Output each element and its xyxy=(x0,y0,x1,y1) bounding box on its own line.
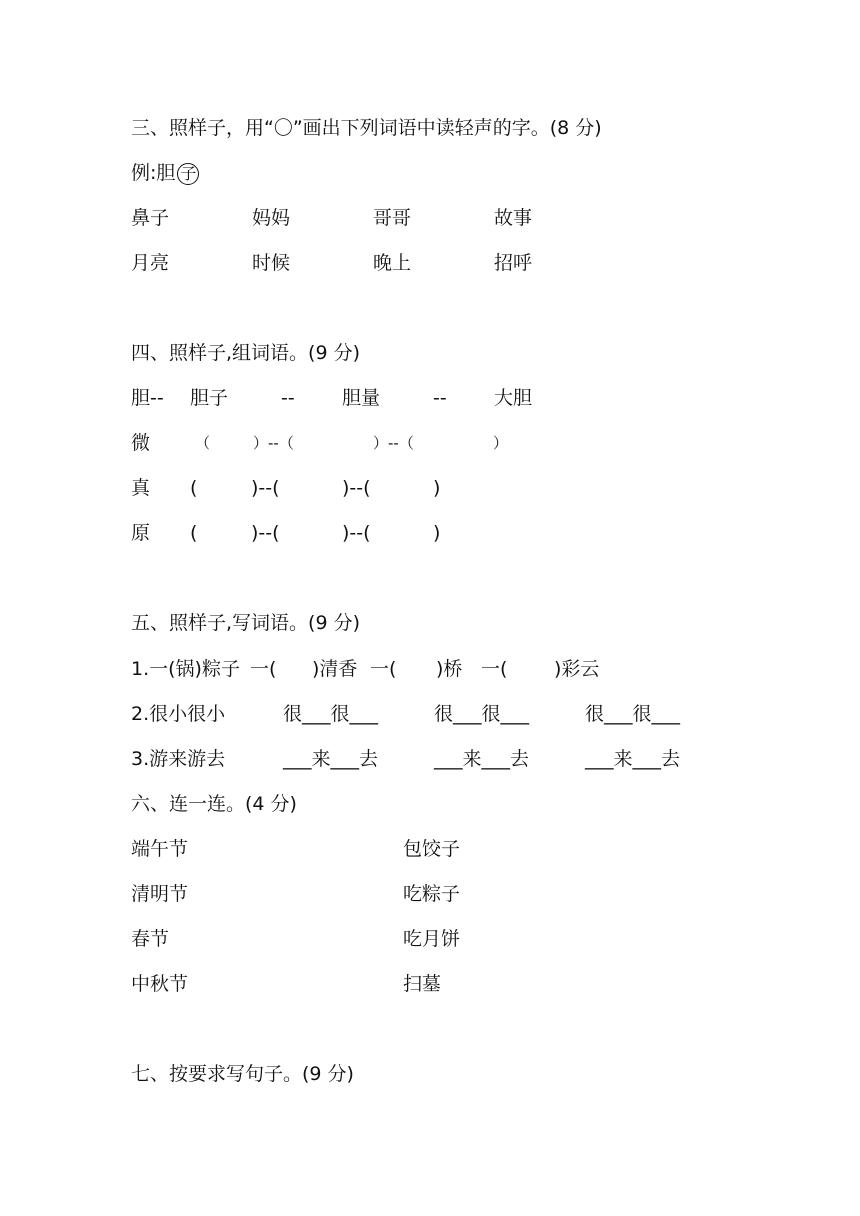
base-char: 真 xyxy=(131,477,151,499)
circled-character: 子 xyxy=(177,163,199,185)
dash: -- xyxy=(281,387,295,409)
section5-line-1 xyxy=(0,657,860,681)
section5-line-2 xyxy=(0,702,860,726)
phrase: ___来___去 xyxy=(585,748,681,770)
word: 时候 xyxy=(252,252,291,274)
custom: 包饺子 xyxy=(403,838,461,860)
paren: )--( xyxy=(342,522,371,544)
example-word: 大胆 xyxy=(494,387,533,409)
festival: 清明节 xyxy=(131,883,189,905)
section4-row-yuan xyxy=(0,521,860,545)
phrase: 很___很___ xyxy=(283,703,379,725)
paren: ( xyxy=(190,477,198,499)
phrase: )清香 xyxy=(312,658,358,680)
word: 妈妈 xyxy=(252,207,291,229)
section4-row-zhen xyxy=(0,476,860,500)
phrase: 很___很___ xyxy=(585,703,681,725)
section6-row-1 xyxy=(0,837,860,861)
phrase: ___来___去 xyxy=(283,748,379,770)
festival: 端午节 xyxy=(131,838,189,860)
word: 晚上 xyxy=(373,252,412,274)
dash: -- xyxy=(433,387,447,409)
phrase: )彩云 xyxy=(554,658,600,680)
section6-row-2 xyxy=(0,882,860,906)
custom: 扫墓 xyxy=(403,973,442,995)
section4-example-row xyxy=(0,386,860,410)
section6-row-3 xyxy=(0,927,860,951)
phrase: 一( xyxy=(250,658,277,680)
paren: ）--（ xyxy=(373,434,414,452)
section3-row-2 xyxy=(0,251,860,275)
section6-row-4 xyxy=(0,972,860,996)
paren: ) xyxy=(433,522,441,544)
example-word: 胆量 xyxy=(342,387,381,409)
phrase: 一( xyxy=(370,658,397,680)
festival: 春节 xyxy=(131,928,170,950)
section4-title: 四、照样子,组词语。(9 分) xyxy=(131,342,360,364)
paren: ( xyxy=(190,522,198,544)
section5-title: 五、照样子,写词语。(9 分) xyxy=(131,612,360,634)
section3-example-label: 例:胆 xyxy=(131,162,176,184)
paren: )--( xyxy=(251,477,280,499)
paren: )--( xyxy=(251,522,280,544)
festival: 中秋节 xyxy=(131,973,189,995)
base-char: 微 xyxy=(131,432,151,454)
phrase: )桥 xyxy=(436,658,463,680)
section3-row-1 xyxy=(0,206,860,230)
paren: ） xyxy=(493,434,509,452)
custom: 吃月饼 xyxy=(403,928,461,950)
word: 招呼 xyxy=(494,252,533,274)
phrase: 一( xyxy=(481,658,508,680)
section5-line-3 xyxy=(0,747,860,771)
paren: ）--（ xyxy=(253,434,294,452)
example-char: 胆-- xyxy=(131,387,164,409)
paren: ) xyxy=(433,477,441,499)
paren: （ xyxy=(195,434,211,452)
word: 哥哥 xyxy=(373,207,412,229)
phrase: 3.游来游去 xyxy=(131,748,226,770)
section3-example xyxy=(131,161,199,185)
section7-title: 七、按要求写句子。(9 分) xyxy=(131,1063,354,1085)
phrase: ___来___去 xyxy=(434,748,530,770)
word: 故事 xyxy=(494,207,533,229)
phrase: 2.很小很小 xyxy=(131,703,226,725)
section3-title: 三、照样子，用“〇”画出下列词语中读轻声的字。(8 分) xyxy=(131,117,602,139)
word: 月亮 xyxy=(131,252,170,274)
section6-title: 六、连一连。(4 分) xyxy=(131,793,297,815)
section4-row-wei xyxy=(0,431,860,455)
base-char: 原 xyxy=(131,522,151,544)
custom: 吃粽子 xyxy=(403,883,461,905)
phrase: 很___很___ xyxy=(434,703,530,725)
word: 鼻子 xyxy=(131,207,170,229)
example-word: 胆子 xyxy=(190,387,229,409)
phrase: 1.一(锅)粽子 xyxy=(131,658,240,680)
paren: )--( xyxy=(342,477,371,499)
